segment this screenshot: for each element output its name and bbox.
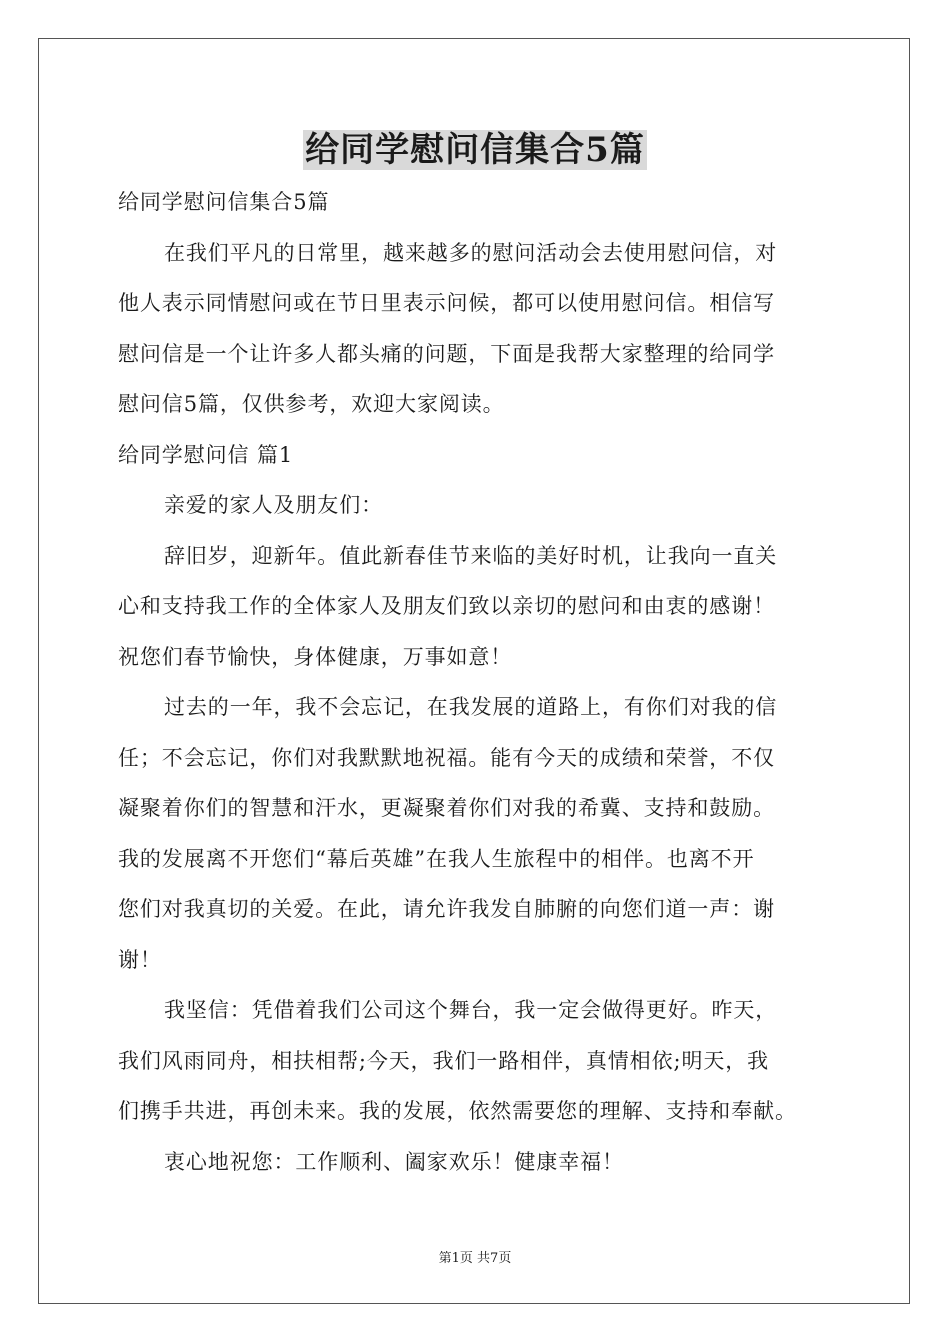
page-footer (0, 1247, 950, 1266)
greeting-line: 亲爱的家人及朋友们： (164, 493, 383, 517)
document-body (118, 177, 840, 1187)
body-line-7: 我的发展离不开您们“幕后英雄”在我人生旅程中的相伴。也离不开 (118, 846, 755, 871)
document-title-text: 给同学慰问信集合5篇 (305, 130, 645, 170)
document-title (0, 127, 950, 173)
body-line-2: 心和支持我工作的全体家人及朋友们致以亲切的慰问和由衷的感谢！ (118, 594, 775, 618)
body-line-11: 我们风雨同舟，相扶相帮;今天，我们一路相伴，真情相依;明天，我 (118, 1048, 770, 1073)
body-line-1: 辞旧岁，迎新年。值此新春佳节来临的美好时机，让我向一直关 (164, 543, 778, 568)
body-line-8: 您们对我真切的关爱。在此，请允许我发自肺腑的向您们道一声：谢 (118, 897, 775, 921)
page-number: 第1页 共7页 (438, 1251, 512, 1266)
closing-line: 衷心地祝您：工作顺利、阖家欢乐！健康幸福！ (164, 1149, 624, 1174)
body-line-5: 任；不会忘记，你们对我默默地祝福。能有今天的成绩和荣誉，不仅 (118, 745, 775, 770)
section-heading: 给同学慰问信 篇1 (118, 442, 294, 467)
body-line-10: 我坚信：凭借着我们公司这个舞台，我一定会做得更好。昨天， (164, 998, 778, 1022)
body-line-9: 谢！ (118, 947, 162, 972)
body-line-6: 凝聚着你们的智慧和汗水，更凝聚着你们对我的希冀、支持和鼓励。 (118, 796, 775, 820)
intro-line-4: 慰问信5篇，仅供参考，欢迎大家阅读。 (118, 392, 505, 416)
intro-line-3: 慰问信是一个让许多人都头痛的问题，下面是我帮大家整理的给同学 (118, 341, 775, 366)
body-line-12: 们携手共进，再创未来。我的发展，依然需要您的理解、支持和奉献。 (118, 1099, 797, 1123)
intro-line-1: 在我们平凡的日常里，越来越多的慰问活动会去使用慰问信，对 (164, 240, 778, 265)
intro-line-2: 他人表示同情慰问或在节日里表示问候，都可以使用慰问信。相信写 (118, 291, 775, 315)
subtitle-line: 给同学慰问信集合5篇 (118, 190, 330, 214)
body-line-4: 过去的一年，我不会忘记，在我发展的道路上，有你们对我的信 (164, 695, 778, 719)
body-line-3: 祝您们春节愉快，身体健康，万事如意！ (118, 644, 513, 669)
